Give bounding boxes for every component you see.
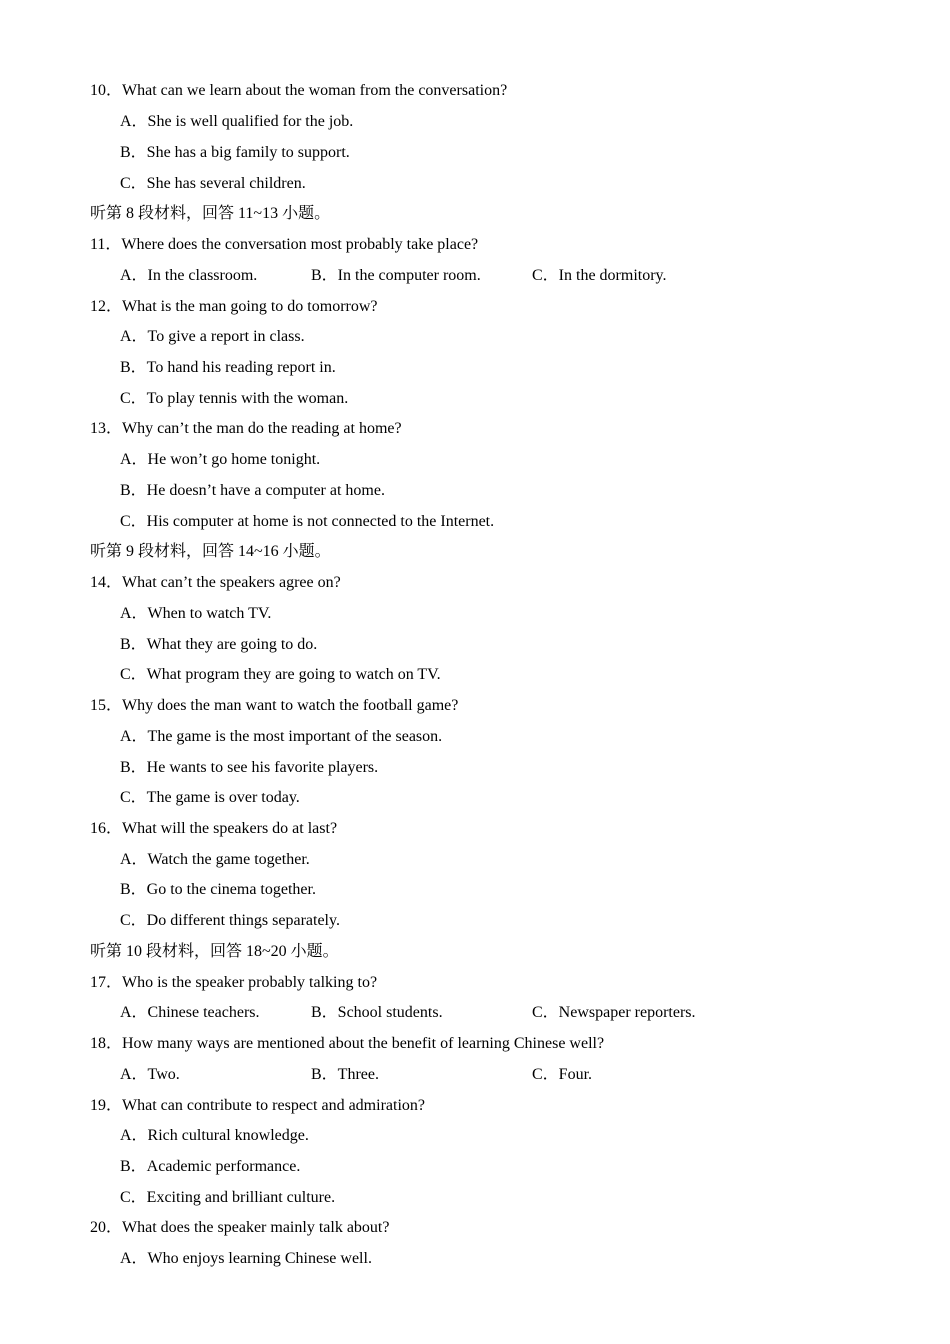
question-11-options-row bbox=[0, 266, 950, 286]
question-20-option-a: A．Who enjoys learning Chinese well. bbox=[120, 1250, 372, 1267]
section-10-instruction: 听第 10 段材料，回答 18~20 小题。 bbox=[90, 943, 339, 960]
question-18-option-c: C．Four. bbox=[532, 1066, 593, 1083]
question-10-option-b: B．She has a big family to support. bbox=[120, 144, 350, 161]
question-10-stem: 10．What can we learn about the woman from the conversation? bbox=[90, 82, 508, 99]
question-12-option-c: C．To play tennis with the woman. bbox=[120, 390, 349, 407]
question-18-stem: 18．How many ways are mentioned about the benefit of learning Chinese well? bbox=[90, 1035, 605, 1052]
question-18-option-a: A．Two. bbox=[120, 1066, 180, 1083]
question-13-option-a: A．He won’t go home tonight. bbox=[120, 451, 321, 468]
question-12-option-a: A．To give a report in class. bbox=[120, 328, 305, 345]
question-19-option-a: A．Rich cultural knowledge. bbox=[120, 1127, 309, 1144]
question-17-options-row bbox=[0, 1003, 950, 1023]
question-19-option-b: B．Academic performance. bbox=[120, 1158, 301, 1175]
question-13-option-c: C．His computer at home is not connected to the Internet. bbox=[120, 513, 495, 530]
question-19-stem: 19．What can contribute to respect and admiration? bbox=[90, 1097, 425, 1114]
question-18-options-row bbox=[0, 1065, 950, 1085]
question-10-option-a: A．She is well qualified for the job. bbox=[120, 113, 354, 130]
question-13-stem: 13．Why can’t the man do the reading at home? bbox=[90, 420, 402, 437]
question-17-option-a: A．Chinese teachers. bbox=[120, 1004, 260, 1021]
question-17-option-b: B．School students. bbox=[311, 1004, 443, 1021]
question-14-option-b: B．What they are going to do. bbox=[120, 636, 318, 653]
question-14-option-a: A．When to watch TV. bbox=[120, 605, 272, 622]
question-11-option-b: B．In the computer room. bbox=[311, 267, 481, 284]
section-9-instruction: 听第 9 段材料，回答 14~16 小题。 bbox=[90, 543, 331, 560]
question-15-option-c: C．The game is over today. bbox=[120, 789, 300, 806]
question-11-stem: 11．Where does the conversation most probably take place? bbox=[90, 236, 479, 253]
question-11-option-a: A．In the classroom. bbox=[120, 267, 258, 284]
section-8-instruction: 听第 8 段材料，回答 11~13 小题。 bbox=[90, 205, 331, 222]
question-19-option-c: C．Exciting and brilliant culture. bbox=[120, 1189, 336, 1206]
question-15-option-a: A．The game is the most important of the season. bbox=[120, 728, 443, 745]
question-16-option-b: B．Go to the cinema together. bbox=[120, 881, 316, 898]
question-12-option-b: B．To hand his reading report in. bbox=[120, 359, 336, 376]
question-13-option-b: B．He doesn’t have a computer at home. bbox=[120, 482, 385, 499]
question-14-option-c: C．What program they are going to watch on TV. bbox=[120, 666, 441, 683]
question-18-option-b: B．Three. bbox=[311, 1066, 379, 1083]
question-16-option-c: C．Do different things separately. bbox=[120, 912, 340, 929]
question-10-option-c: C．She has several children. bbox=[120, 175, 306, 192]
question-11-option-c: C．In the dormitory. bbox=[532, 267, 667, 284]
question-15-stem: 15．Why does the man want to watch the football game? bbox=[90, 697, 459, 714]
question-15-option-b: B．He wants to see his favorite players. bbox=[120, 759, 379, 776]
question-16-stem: 16．What will the speakers do at last? bbox=[90, 820, 338, 837]
question-20-stem: 20．What does the speaker mainly talk about? bbox=[90, 1219, 390, 1236]
question-16-option-a: A．Watch the game together. bbox=[120, 851, 310, 868]
question-12-stem: 12．What is the man going to do tomorrow? bbox=[90, 298, 378, 315]
question-17-stem: 17．Who is the speaker probably talking to? bbox=[90, 974, 378, 991]
question-14-stem: 14．What can’t the speakers agree on? bbox=[90, 574, 341, 591]
question-17-option-c: C．Newspaper reporters. bbox=[532, 1004, 696, 1021]
